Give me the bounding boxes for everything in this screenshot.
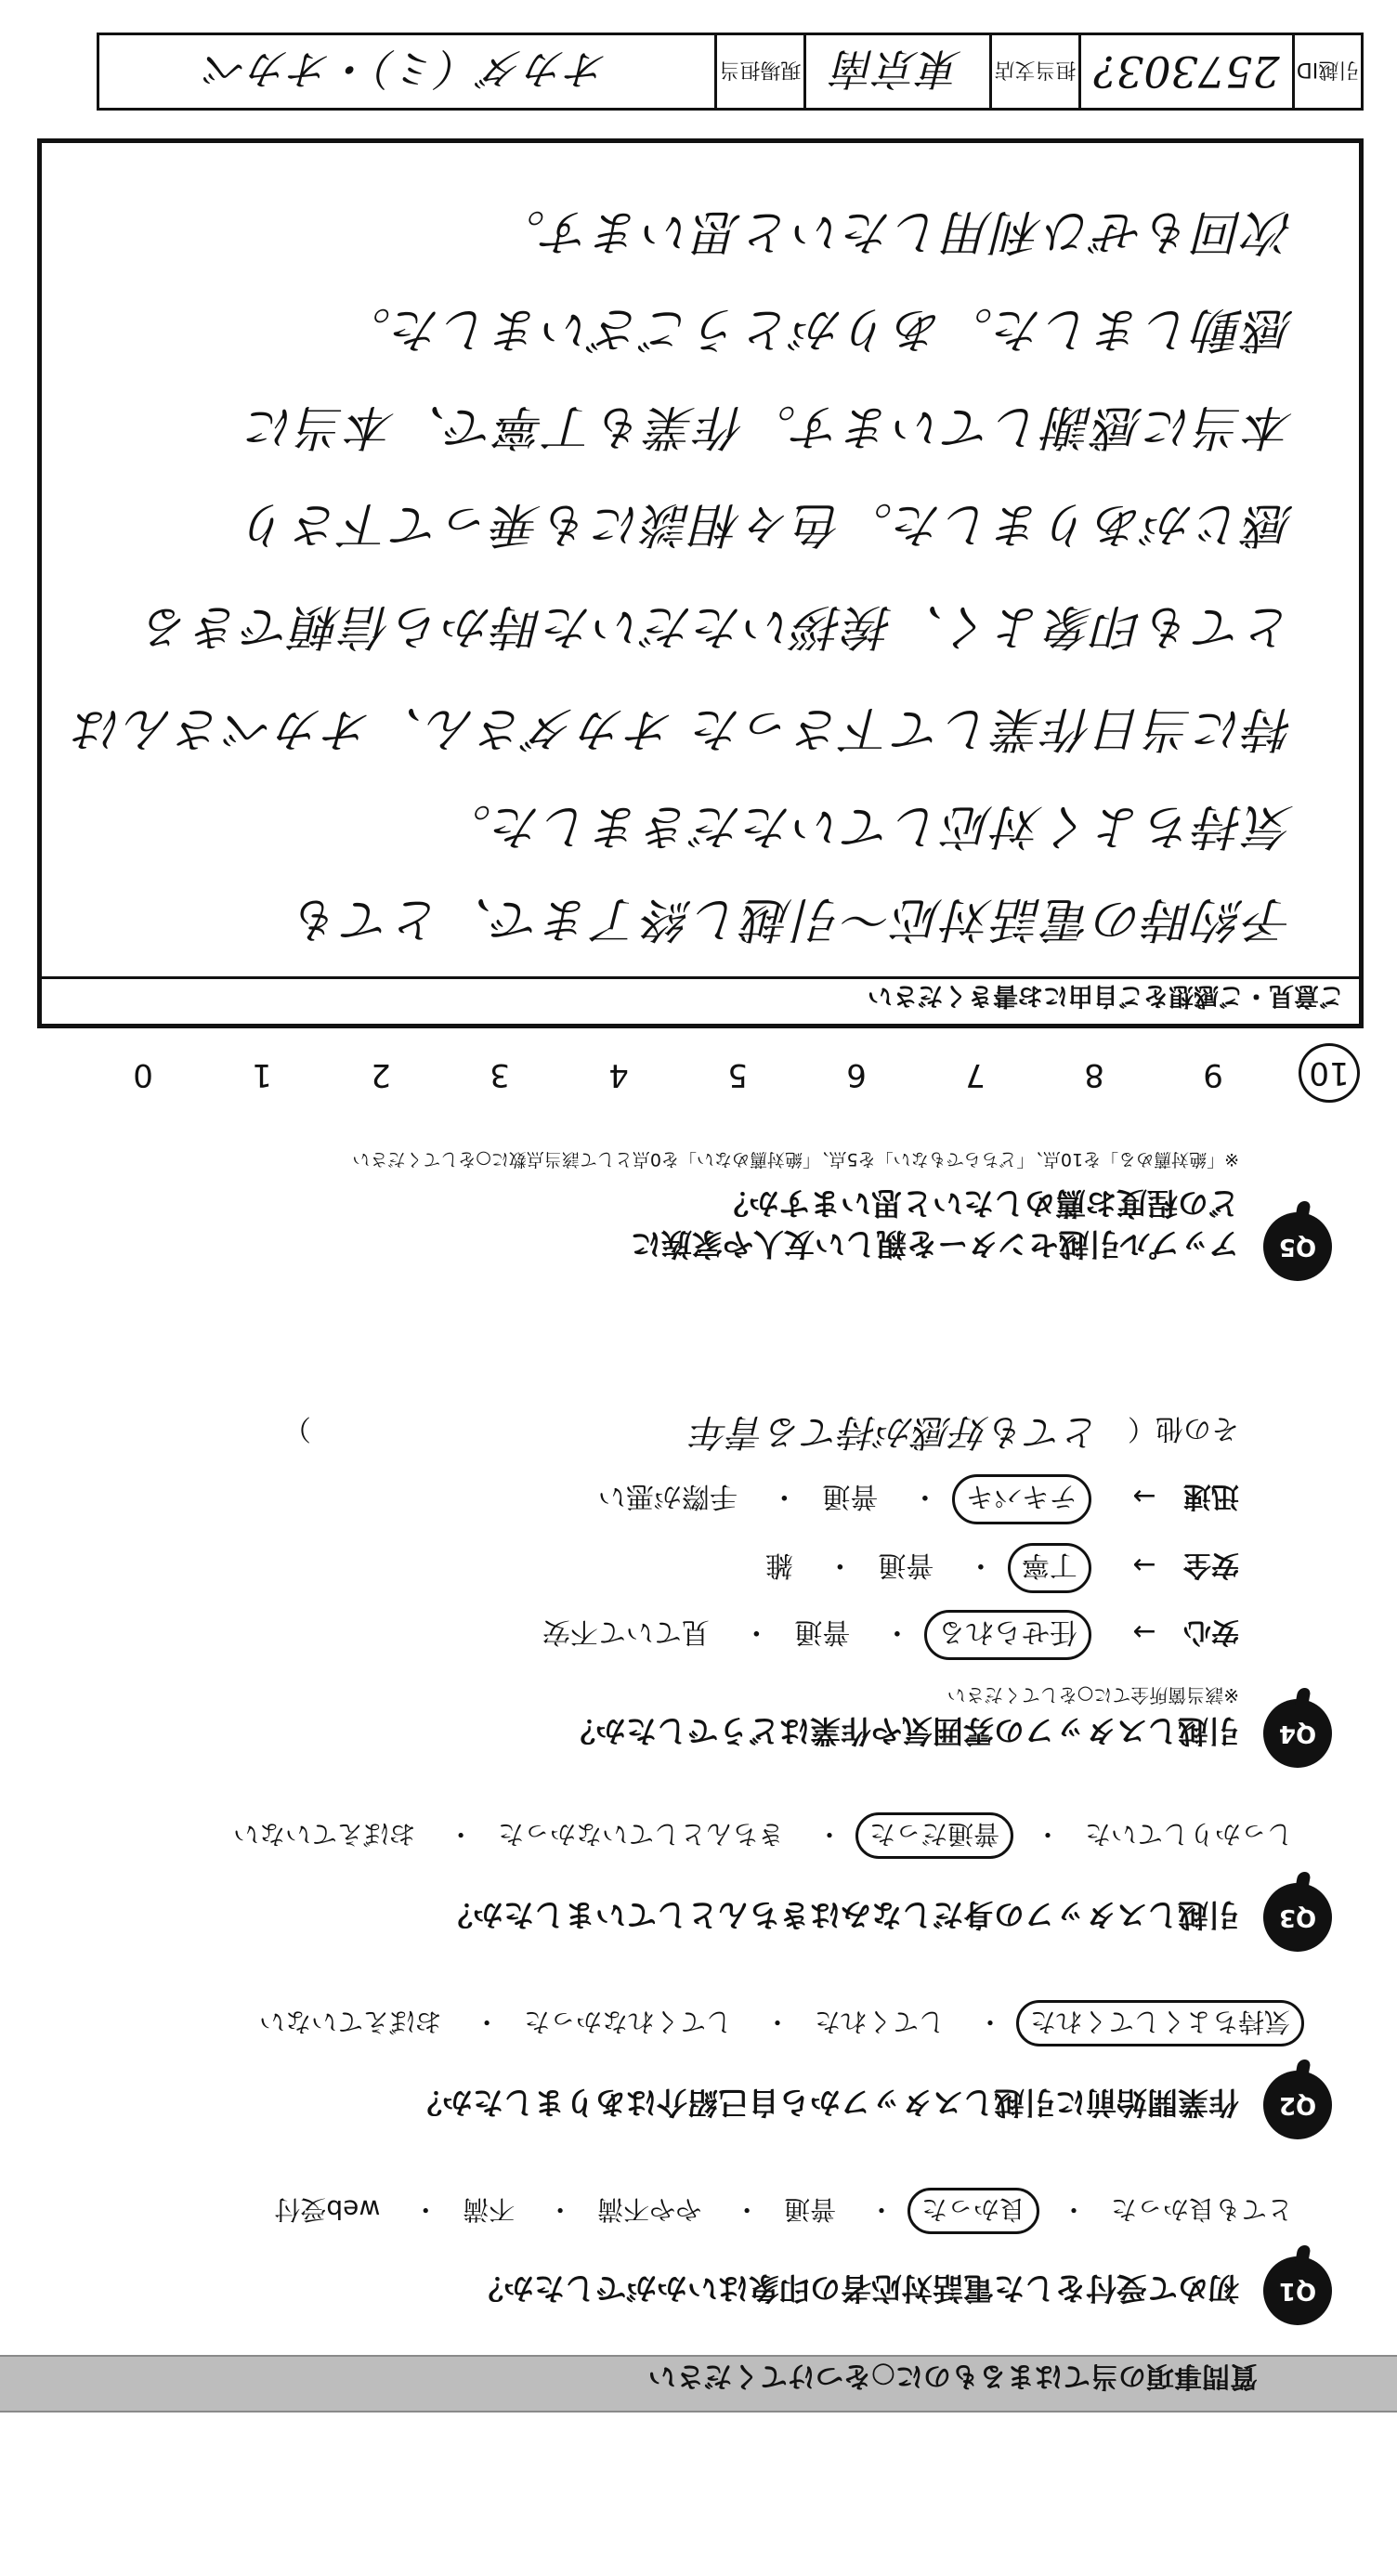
q5-note: ※「絶対薦める」を10点、「どちらでもない」を5点、「絶対薦めない」を0点として該当点数に○をしてください	[352, 1149, 1239, 1170]
q4-anzen-option-3[interactable]: 雑	[764, 1549, 793, 1581]
q4-jinsoku-option-1-selected[interactable]: テキパキ	[952, 1474, 1091, 1524]
q1-option-3[interactable]: 普通	[784, 2194, 837, 2225]
q4-text: 引越しスタッフの雰囲気や作業はどうでしたか？	[565, 1713, 1239, 1749]
q2-badge: Q2	[1263, 2071, 1332, 2139]
comments-header	[42, 976, 1359, 1024]
q4-other-label: その他（	[1128, 1412, 1239, 1445]
q4-row-other	[283, 1408, 1239, 1461]
branch-value[interactable]: 東京南	[803, 35, 989, 108]
comment-line-1: 予約時の電話対応〜引越し終了まで、とても	[292, 891, 1294, 947]
q4-row-anshin: 安心 → 任せられる・ 普通・ 見ていて不安	[531, 1610, 1239, 1660]
branch-label: 担当支店	[989, 35, 1078, 108]
q2-option-2[interactable]: してくれた	[815, 2007, 946, 2037]
q1-option-5[interactable]: 不満	[463, 2194, 516, 2225]
score-9[interactable]: 9	[1203, 1056, 1223, 1093]
instruction-banner	[0, 2355, 1397, 2413]
q4-other-close: ）	[282, 1412, 311, 1445]
q2-option-3[interactable]: してくれなかった	[524, 2007, 733, 2037]
q4-anshin-option-1-selected[interactable]: 任せられる	[924, 1610, 1091, 1660]
score-6[interactable]: 6	[846, 1056, 867, 1093]
comment-line-5: 感じがありました。色々相談にも乗って下さり	[240, 496, 1294, 552]
arrow-icon: →	[1132, 1480, 1156, 1512]
score-3[interactable]: 3	[490, 1056, 510, 1093]
comment-line-6: 本当に感謝しています。作業も丁寧で、本当に	[245, 399, 1294, 454]
staff-label: 現場担当	[714, 35, 803, 108]
score-7[interactable]: 7	[965, 1056, 986, 1093]
q1-text: 初めて受付をした電話対応者の印象はいかがでしたか？	[473, 2270, 1239, 2307]
q1-option-2-selected[interactable]: 良かった	[907, 2188, 1039, 2234]
q5-text-line2: どの程度お薦めしたいと思いますか？	[718, 1185, 1239, 1222]
score-8[interactable]: 8	[1084, 1056, 1104, 1093]
q4-badge: Q4	[1263, 1699, 1332, 1768]
q1-option-4[interactable]: やや不満	[597, 2194, 702, 2225]
arrow-icon: →	[1132, 1549, 1156, 1581]
q2-text: 作業開始前に引越しスタッフから自己紹介はありましたか？	[411, 2085, 1239, 2121]
staff-value[interactable]: オカダ（ミ）・オカベ	[204, 44, 609, 94]
comments-header-text: ご意見・ご感想をご自由にお書きください	[868, 981, 1344, 1010]
q1-option-6[interactable]: web受付	[274, 2194, 381, 2225]
score-0[interactable]: 0	[133, 1056, 153, 1093]
score-10-selected[interactable]: 10	[1299, 1043, 1360, 1103]
q3-options: しっかりしていた・ 普通だった・ きちんとしていなかった・ おぼえていない	[222, 1812, 1304, 1859]
q4-note: ※該当箇所全てに○をしてください	[947, 1684, 1239, 1706]
q3-option-3[interactable]: きちんとしていなかった	[498, 1819, 785, 1850]
q4-anshin-option-2[interactable]: 普通	[794, 1615, 851, 1648]
q1-option-1[interactable]: とても良かった	[1110, 2194, 1293, 2225]
question-q2	[50, 2000, 1332, 2139]
q2-options: 気持ちよくしてくれた・ してくれた・ してくれなかった・ おぼえていない	[248, 2000, 1304, 2046]
comment-line-8: 次回もぜひ利用したいと思います。	[495, 203, 1294, 259]
q4-row-label: 安心	[1183, 1615, 1239, 1648]
id-label: 引越ID	[1292, 35, 1361, 108]
comment-line-7: 感動しました。ありがとうございました。	[340, 301, 1294, 357]
question-q5	[50, 1114, 1332, 1281]
q4-row-label: 安全	[1183, 1549, 1239, 1581]
question-q4	[50, 1410, 1332, 1768]
q2-option-1-selected[interactable]: 気持ちよくしてくれた	[1016, 2000, 1304, 2046]
q4-jinsoku-option-3[interactable]: 手際が悪い	[597, 1480, 738, 1512]
q4-anzen-option-1-selected[interactable]: 丁寧	[1008, 1543, 1091, 1593]
q3-text: 引越しスタッフの身だしなみはきちんとしていましたか？	[442, 1897, 1239, 1933]
comments-box[interactable]	[37, 138, 1364, 1028]
q4-jinsoku-option-2[interactable]: 普通	[822, 1480, 879, 1512]
score-1[interactable]: 1	[252, 1056, 272, 1093]
q3-option-2-selected[interactable]: 普通だった	[855, 1812, 1013, 1859]
score-5[interactable]: 5	[727, 1056, 748, 1093]
q4-row-anzen: 安全 → 丁寧・ 普通・ 雑	[754, 1543, 1239, 1593]
q4-other-value[interactable]: とても好感が持てる青年	[691, 1410, 1101, 1453]
q3-option-1[interactable]: しっかりしていた	[1084, 1819, 1293, 1850]
q1-badge: Q1	[1263, 2256, 1332, 2325]
arrow-icon: →	[1132, 1615, 1156, 1648]
score-2[interactable]: 2	[371, 1056, 391, 1093]
q1-options: とても良かった・ 良かった・ 普通・ やや不満・ 不満・ web受付	[263, 2188, 1304, 2234]
score-4[interactable]: 4	[608, 1056, 629, 1093]
q4-anshin-option-3[interactable]: 見ていて不安	[542, 1615, 710, 1648]
q4-anzen-option-2[interactable]: 普通	[878, 1549, 934, 1581]
comment-line-2: 気持ちよく対応していただきました。	[440, 798, 1294, 854]
q5-badge: Q5	[1263, 1212, 1332, 1281]
instruction-text: 質問事項の当てはまるものに○をつけてください	[647, 2360, 1258, 2392]
q5-text-line1: アップル引越センターを親しい友人や家族に	[630, 1226, 1239, 1262]
q3-option-4[interactable]: おぼえていない	[233, 1819, 416, 1850]
q3-badge: Q3	[1263, 1883, 1332, 1952]
question-q3	[50, 1812, 1332, 1952]
q4-row-jinsoku: 迅速 → テキパキ・ 普通・ 手際が悪い	[587, 1474, 1239, 1524]
comment-line-3: 特に当日作業して下さった オカダさん、オカベさんは	[72, 700, 1294, 756]
id-value[interactable]: 257303?	[1078, 35, 1292, 108]
q2-option-4[interactable]: おぼえていない	[259, 2007, 442, 2037]
q4-row-label: 迅速	[1183, 1480, 1239, 1512]
question-q1	[50, 2186, 1332, 2325]
id-bar	[97, 33, 1364, 111]
comment-line-4: とても印象よく、挨拶いただいた時から信頼できる	[141, 598, 1294, 654]
